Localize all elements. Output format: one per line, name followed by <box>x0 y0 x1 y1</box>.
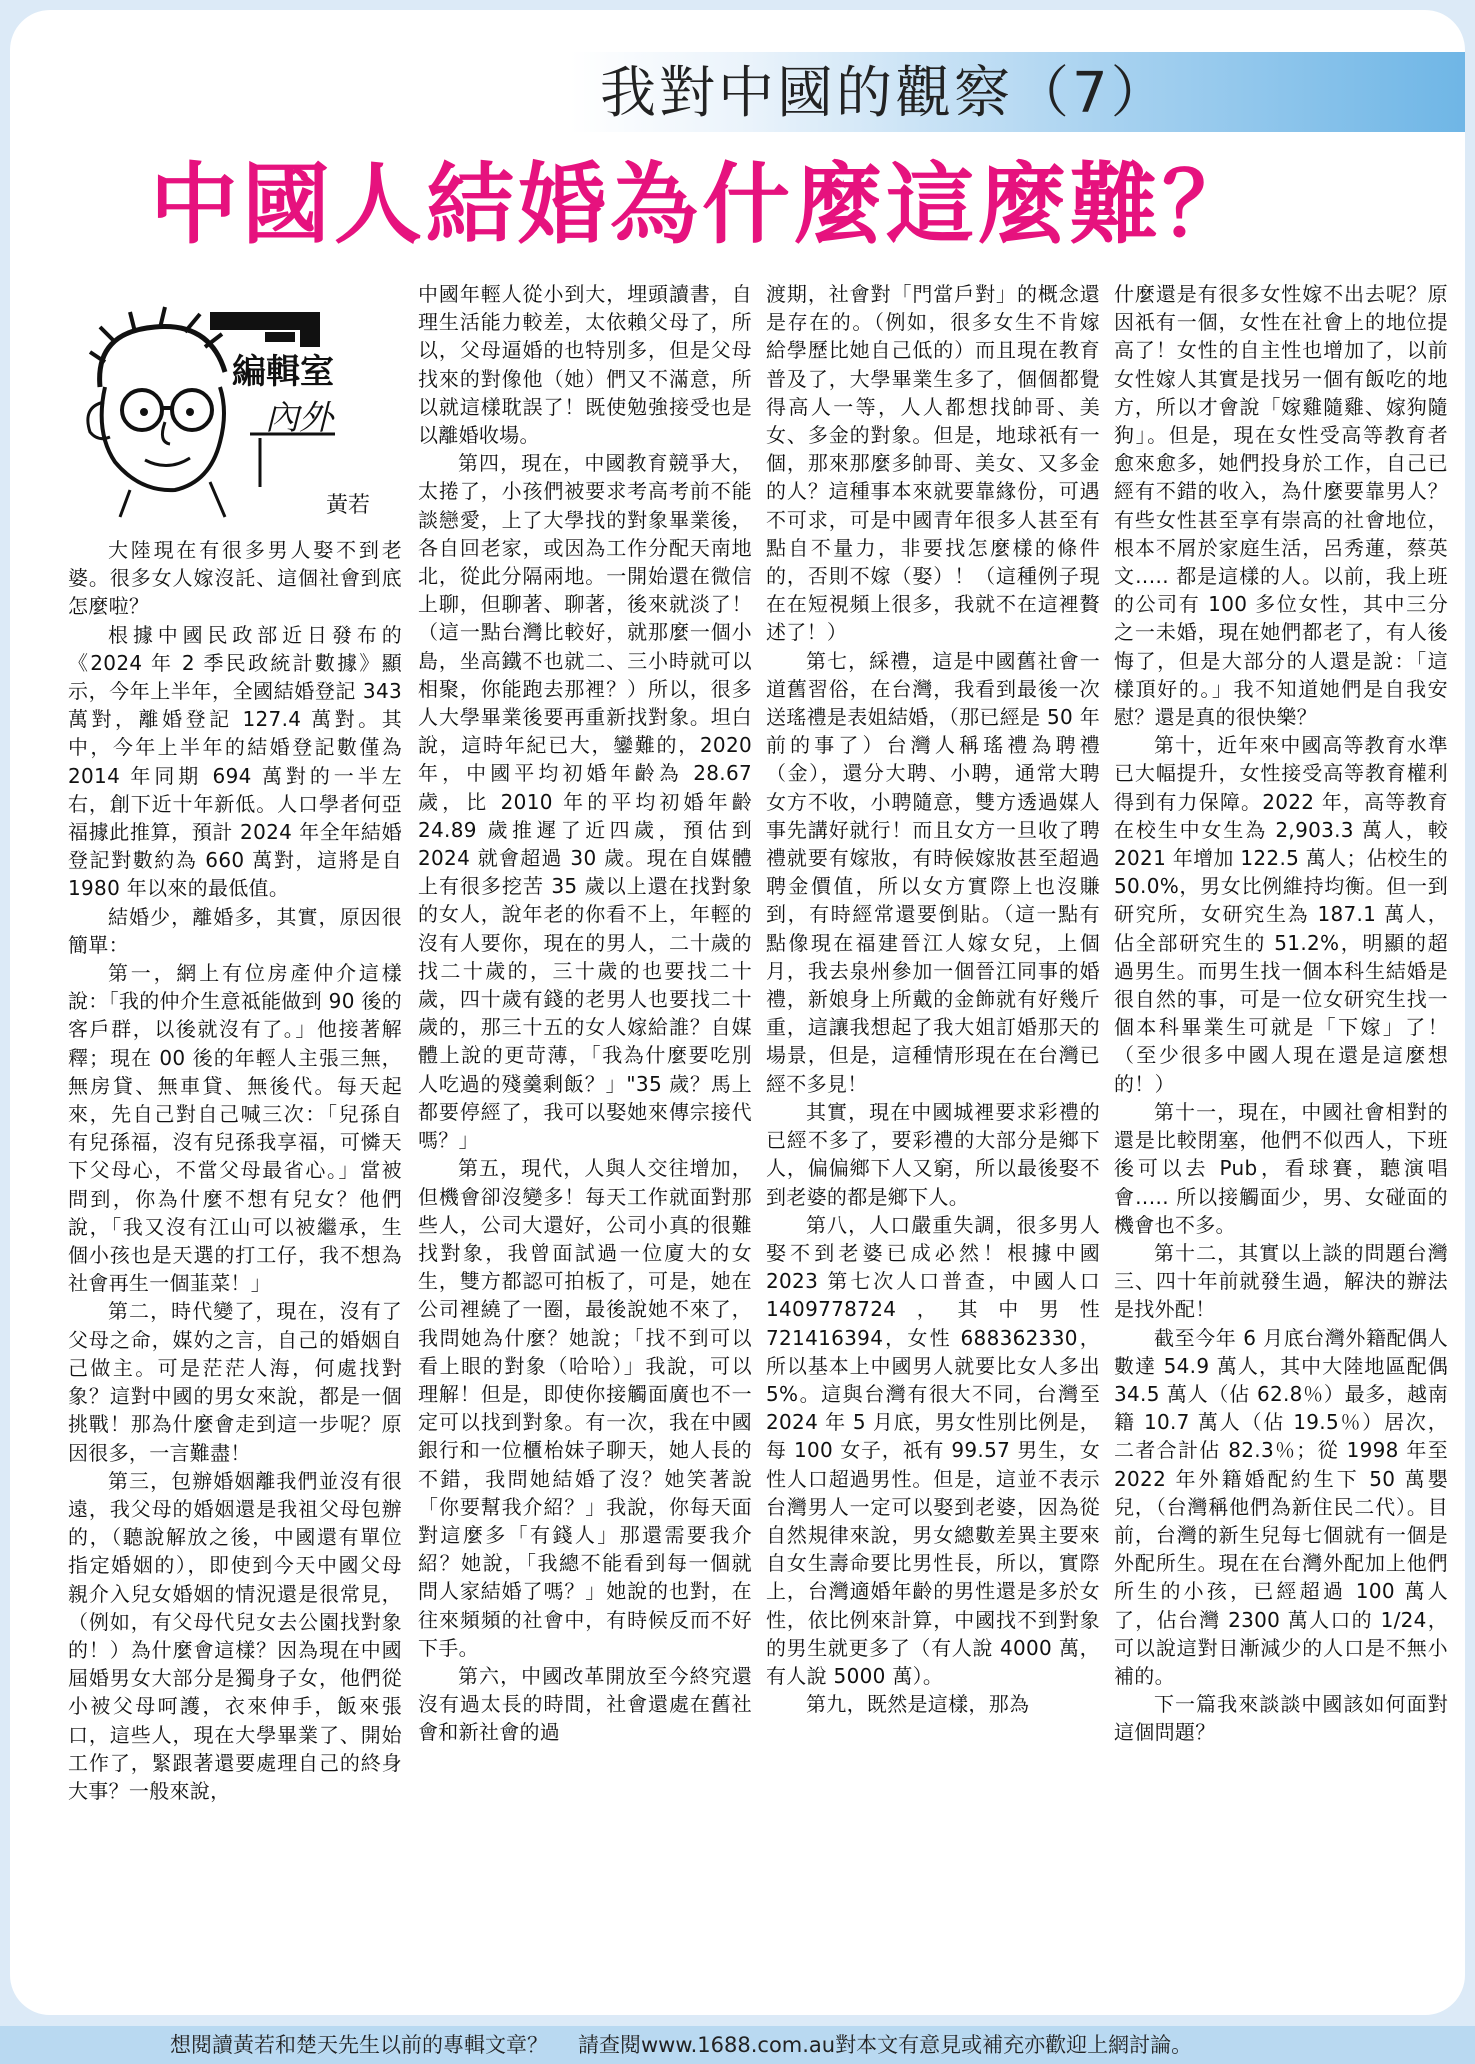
footer-prompt: 想閱讀黃若和楚天先生以前的專輯文章？ <box>170 2033 548 2057</box>
article-paragraph: 第九，既然是這樣，那為 <box>806 1692 1030 1717</box>
article-paragraph: 第十，近年來中國高等教育水準已大幅提升，女性接受高等教育權利得到有力保障。2022 年，高等教育在校生中女生為 2,903.3 萬人，較 2021 年增加 122.5 萬人；佔校生的 50.0%，男女比例維持均衡。但一到研究所，女研究生為 187.1 萬人，佔全部研究生的 51.2%，明顯的超過男生。而男生找一個本科生結婚是很自然的事，可是一位女研究生找一個本科畢業生可就是「下嫁」了！（至少很多中國人現在還是這麼想的！） <box>1114 733 1448 1096</box>
series-title: 我對中國的觀察（7） <box>600 61 1170 126</box>
article-paragraph: 第十二，其實以上談的問題台灣三、四十年前就發生過，解決的辦法是找外配！ <box>1114 1240 1448 1322</box>
article-column-1 <box>68 536 402 1956</box>
column-name: 編輯室 <box>232 352 334 392</box>
article-paragraph: 下一篇我來談談中國該如何面對這個問題？ <box>1114 1692 1448 1745</box>
article-paragraph: 第五，現代，人與人交往增加，但機會卻沒變多！每天工作就面對那些人，公司大還好，公司小真的很難找對象，我曾面試過一位廈大的女生，雙方都認可拍板了，可是，她在公司裡繞了一圈，最後說她不來了，我問她為什麼？她說；「找不到可以看上眼的對象（哈哈）」我說，可以理解！但是，即使你接觸面廣也不一定可以找到對象。有一次，我在中國銀行和一位櫃枱妹子聊天，她人長的不錯，我問她結婚了沒？她笑著說「你要幫我介紹？」我說，你每天面對這麼多「有錢人」那還需要我介紹？她說，「我總不能看到每一個就問人家結婚了嗎？」她說的也對，在往來頻頻的社會中，有時候反而不好下手。 <box>418 1156 752 1660</box>
article-paragraph: 截至今年 6 月底台灣外籍配偶人數達 54.9 萬人，其中大陸地區配偶 34.5 萬人（佔 62.8％）最多，越南籍 10.7 萬人（佔 19.5％）居次，二者合計佔 82.3％；從 1998 年至 2022 年外籍婚配約生下 50 萬嬰兒，（台灣稱他們為新住民二代）。目前，台灣的新生兒每七個就有一個是外配所生。現在在台灣外配加上他們所生的小孩，已經超過 100 萬人了，佔台灣 2300 萬人口的 1/24，可以說這對日漸減少的人口是不無小補的。 <box>1114 1325 1448 1688</box>
article-paragraph: 第十一，現在，中國社會相對的還是比較閉塞，他們不似西人，下班後可以去 Pub，看球賽，聽演唱會‥‥. 所以接觸面少，男、女碰面的機會也不多。 <box>1114 1099 1448 1237</box>
article-column-3 <box>766 280 1100 1960</box>
column-subname: 內外 <box>265 398 333 438</box>
article-paragraph: 第三，包辦婚姻離我們並沒有很遠，我父母的婚姻還是我祖父母包辦的，（聽說解放之後，中國還有單位指定婚姻的），即使到今天中國父母親介入兒女婚姻的情況還是很常見，（例如，有父母代兒女去公園找對象的！）為什麼會這樣？因為現在中國屆婚男女大部分是獨身子女，他們從小被父母呵護，衣來伸手，飯來張口，這些人，現在大學畢業了、開始工作了，緊跟著還要處理自己的終身大事？一般來說， <box>68 1468 402 1803</box>
main-title: 中國人結婚為什麼這麼難？ <box>150 153 1255 256</box>
article-paragraph: 大陸現在有很多男人娶不到老婆。很多女人嫁沒託、這個社會到底怎麼啦？ <box>68 538 402 619</box>
article-paragraph: 渡期，社會對「門當戶對」的概念還是存在的。（例如，很多女生不肯嫁給學歷比她自己低的）而且現在教育普及了，大學畢業生多了，個個都覺得高人一等，人人都想找帥哥、美女、多金的對象。但是，地球祇有一個，那來那麼多帥哥、美女、又多金的人？這種事本來就要靠緣份，可遇不可求，可是中國青年很多人甚至有點自不量力，非要找怎麼樣的條件的，否則不嫁（娶）！（這種例子現在在短視頻上很多，我就不在這裡贅述了！） <box>766 282 1100 645</box>
article-paragraph: 其實，現在中國城裡要求彩禮的已經不多了，要彩禮的大部分是鄉下人，偏偏鄉下人又窮，所以最後娶不到老婆的都是鄉下人。 <box>766 1099 1100 1209</box>
article-paragraph: 中國年輕人從小到大，埋頭讀書，自理生活能力較差，太依賴父母了，所以，父母逼婚的也特別多，但是父母找來的對像他（她）們又不滿意，所以就這樣耽誤了！既使勉強接受也是以離婚收場。 <box>418 282 752 448</box>
author-name: 黃若 <box>325 493 370 518</box>
article-paragraph: 第八，人口嚴重失調，很多男人娶不到老婆已成必然！根據中國 2023 第七次人口普查，中國人口 1409778724，其中男性 721416394，女性 688362330，所以基本上中國男人就要比女人多出 5%。這與台灣有很大不同，台灣至 2024 年 5 月底，男女性別比例是，每 100 女子，祇有 99.57 男生，女性人口超過男性。但是，這並不表示台灣男人一定可以娶到老婆，因為從自然規律來說，男女總數差異主要來自女生壽命要比男性長，所以，實際上，台灣適婚年齡的男性還是多於女性，依比例來計算，中國找不到對象的男生就更多了（有人說 4000 萬，有人說 5000 萬）。 <box>766 1212 1100 1688</box>
article-paragraph: 第二，時代變了，現在，沒有了父母之命，媒妁之言，自己的婚姻自己做主。可是茫茫人海，何處找對象？這對中國的男女來說，都是一個挑戰！那為什麼會走到這一步呢？原因很多，一言難盡！ <box>68 1299 402 1465</box>
article-paragraph: 第六，中國改革開放至今終究還沒有過太長的時間，社會還處在舊社會和新社會的過 <box>418 1663 752 1745</box>
article-paragraph: 第四，現在，中國教育競爭大，太捲了，小孩們被要求考高考前不能談戀愛，上了大學找的對象畢業後，各自回老家，或因為工作分配天南地北，從此分隔兩地。一開始還在微信上聊，但聊著、聊著，後來就淡了！（這一點台灣比較好，就那麼一個小島，坐高鐵不也就二、三小時就可以相聚，你能跑去那裡？）所以，很多人大學畢業後要再重新找對象。坦白說，這時年紀已大，鑾難的，2020 年，中國平均初婚年齡為 28.67 歲，比 2010 年的平均初婚年齡 24.89 歲推遲了近四歲，預估到 2024 就會超過 30 歲。現在自媒體上有很多挖苦 35 歲以上還在找對象的女人，說年老的你看不上，年輕的沒有人要你，現在的男人，二十歲的找二十歲的，三十歲的也要找二十歲，四十歲有錢的老男人也要找二十歲的，那三十五的女人嫁給誰？自媒體上說的更苛薄，「我為什麼要吃別人吃過的殘羹剩飯？」"35 歲？馬上都要停經了，我可以娶她來傳宗接代嗎？」 <box>418 451 752 1153</box>
footer-info: 請查閱www.1688.com.au對本文有意見或補充亦歡迎上網討論。 <box>578 2033 1193 2057</box>
article-paragraph: 什麼還是有很多女性嫁不出去呢？原因祇有一個，女性在社會上的地位提高了！女性的自主性也增加了，以前女性嫁人其實是找另一個有飯吃的地方，所以才會說「嫁雞隨雞、嫁狗隨狗」。但是，現在女性受高等教育者愈來愈多，她們投身於工作，自己已經有不錯的收入，為什麼要靠男人？有些女性甚至享有崇高的社會地位，根本不屑於家庭生活，呂秀蓮，蔡英文‥‥. 都是這樣的人。以前，我上班的公司有 100 多位女性，其中三分之一未婚，現在她們都老了，有人後悔了，但是大部分的人還是說：「這樣頂好的。」我不知道她們是自我安慰？還是真的很快樂？ <box>1114 282 1448 730</box>
article-paragraph: 第七，綵禮，這是中國舊社會一道舊習俗，在台灣，我看到最後一次送瑤禮是表姐結婚，（那已經是 50 年前的事了）台灣人稱瑤禮為聘禮（金），還分大聘、小聘，通常大聘女方不收，小聘隨意，雙方透過媒人事先講好就行！而且女方一旦收了聘禮就要有嫁妝，有時候嫁妝甚至超過聘金價值，所以女方實際上也沒賺到，有時經常還要倒貼。（這一點有點像現在福建晉江人嫁女兒，上個月，我去泉州參加一個晉江同事的婚禮，新娘身上所戴的金飾就有好幾斤重，這讓我想起了我大姐訂婚那天的場景，但是，這種情形現在在台灣已經不多見！ <box>766 648 1100 1096</box>
article-paragraph: 結婚少，離婚多，其實，原因很簡單： <box>68 904 402 957</box>
article-column-2 <box>418 280 752 1960</box>
article-paragraph: 根據中國民政部近日發布的《2024 年 2 季民政統計數據》顯示，今年上半年，全國結婚登記 343 萬對，離婚登記 127.4 萬對。其中，今年上半年的結婚登記數僅為 2014 年同期 694 萬對的一半左右，創下近十年新低。人口學者何亞福據此推算，預計 2024 年全年結婚登記對數約為 660 萬對，這將是自 1980 年以來的最低值。 <box>68 622 402 901</box>
footer-bar <box>0 2026 1475 2064</box>
article-column-4 <box>1114 280 1448 1960</box>
article-paragraph: 第一，網上有位房產仲介這樣說：「我的仲介生意祗能做到 90 後的客戶群，以後就沒有了。」他接著解釋；現在 00 後的年輕人主張三無，無房貸、無車貸、無後代。每天起來，先自己對自己喊三次：「兒孫自有兒孫福，沒有兒孫我享福，可憐天下父母心，不當父母最省心。」當被問到，你為什麼不想有兒女？他們說，「我又沒有江山可以被繼承，生個小孩也是天選的打工仔，我不想為社會再生一個韮菜！」 <box>68 961 402 1296</box>
newspaper-page <box>10 10 1465 2015</box>
footer-text <box>170 2026 1370 2064</box>
